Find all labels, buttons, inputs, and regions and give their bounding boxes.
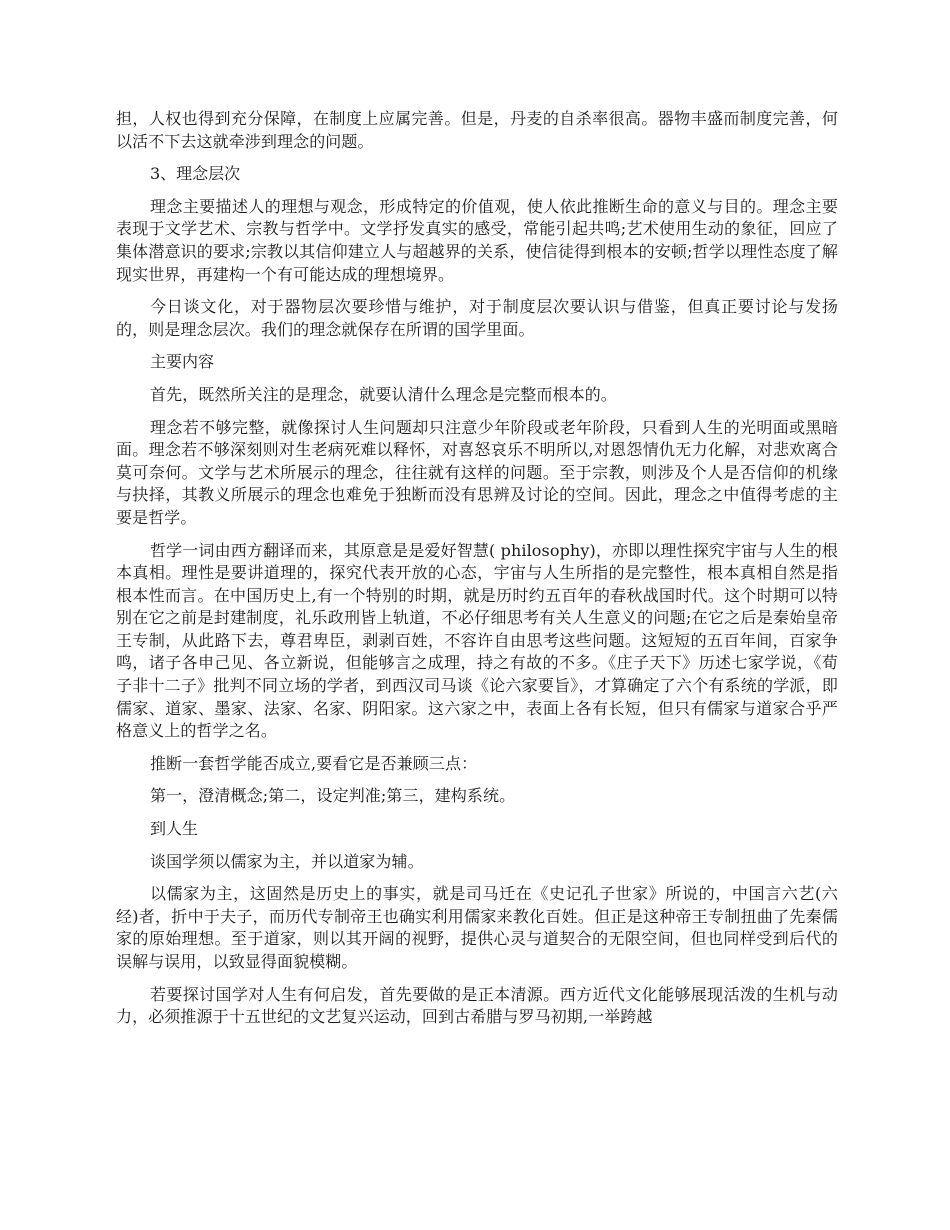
paragraph: 若要探讨国学对人生有何启发，首先要做的是正本清源。西方近代文化能够展现活泼的生机与动力，必须推源于十五世纪的文艺复兴运动，回到古希腊与罗马初期,一举跨越 bbox=[116, 984, 838, 1027]
paragraph: 以儒家为主，这固然是历史上的事实，就是司马迁在《史记孔子世家》所说的，中国言六艺(六经)者，折中于夫子，而历代专制帝王也确实利用儒家来教化百姓。但正是这种帝王专制扭曲了先秦儒家的原始理想。至于道家，则以其开阔的视野，提供心灵与道契合的无限空间，但也同样受到后代的误解与误用，以致显得面貌模糊。 bbox=[116, 884, 838, 971]
paragraph: 今日谈文化，对于器物层次要珍惜与维护，对于制度层次要认识与借鉴，但真正要讨论与发扬的，则是理念层次。我们的理念就保存在所谓的国学里面。 bbox=[116, 297, 838, 339]
paragraph: 推断一套哲学能否成立,要看它是否兼顾三点： bbox=[150, 753, 478, 773]
paragraph: 担，人权也得到充分保障，在制度上应属完善。但是，丹麦的自杀率很高。器物丰盛而制度完善，何以活不下去这就牵涉到理念的问题。 bbox=[116, 109, 838, 151]
paragraph: 第一，澄清概念;第二，设定判准;第三，建构系统。 bbox=[150, 786, 516, 806]
section-heading: 3、理念层次 bbox=[150, 164, 241, 184]
paragraph: 首先，既然所关注的是理念，就要认清什么理念是完整而根本的。 bbox=[150, 384, 617, 404]
paragraph: 哲学一词由西方翻译而来，其原意是是爱好智慧( philosophy)，亦即以理性探究宇宙与人生的根本真相。理性是要讲道理的，探究代表开放的心态，宇宙与人生所指的是完整性，根本真相自然是指根本性而言。在中国历史上,有一个特别的时期，就是历时约五百年的春秋战国时代。这个时期可以特别在它之前是封建制度，礼乐政刑皆上轨道，不必仔细思考有关人生意义的问题;在它之后是秦始皇帝王专制，从此路下去，尊君卑臣，剥剥百姓，不容许自由思考这些问题。这短短的五百年间，百家争鸣，诸子各申己见、各立新说，但能够言之成理，持之有故的不多。《庄子天下》历述七家学说，《荀子非十二子》批判不同立场的学者，到西汉司马谈《论六家要旨》，才算确定了六个有系统的学派，即儒家、道家、墨家、法家、名家、阴阳家。这六家之中，表面上各有长短，但只有儒家与道家合乎严格意义上的哲学之名。 bbox=[116, 540, 838, 741]
section-heading: 到人生 bbox=[150, 819, 199, 839]
paragraph: 谈国学须以儒家为主，并以道家为辅。 bbox=[150, 851, 424, 871]
paragraph: 理念若不够完整，就像探讨人生问题却只注意少年阶段或老年阶段，只看到人生的光明面或黑暗面。理念若不够深刻则对生老病死难以释怀，对喜怒哀乐不明所以,对恩怨情仇无力化解，对悲欢离合莫可奈何。文学与艺术所展示的理念，往往就有这样的问题。至于宗教，则涉及个人是否信仰的机缘与抉择，其教义所展示的理念也难免于独断而没有思辨及讨论的空间。因此，理念之中值得考虑的主要是哲学。 bbox=[116, 417, 838, 527]
paragraph: 理念主要描述人的理想与观念，形成特定的价值观，使人依此推断生命的意义与目的。理念主要表现于文学艺术、宗教与哲学中。文学抒发真实的感受，常能引起共鸣;艺术使用生动的象征，回应了集体潜意识的要求;宗教以其信仰建立人与超越界的关系，使信徒得到根本的安顿;哲学以理性态度了解现实世界，再建构一个有可能达成的理想境界。 bbox=[116, 196, 838, 284]
section-heading: 主要内容 bbox=[150, 352, 215, 372]
